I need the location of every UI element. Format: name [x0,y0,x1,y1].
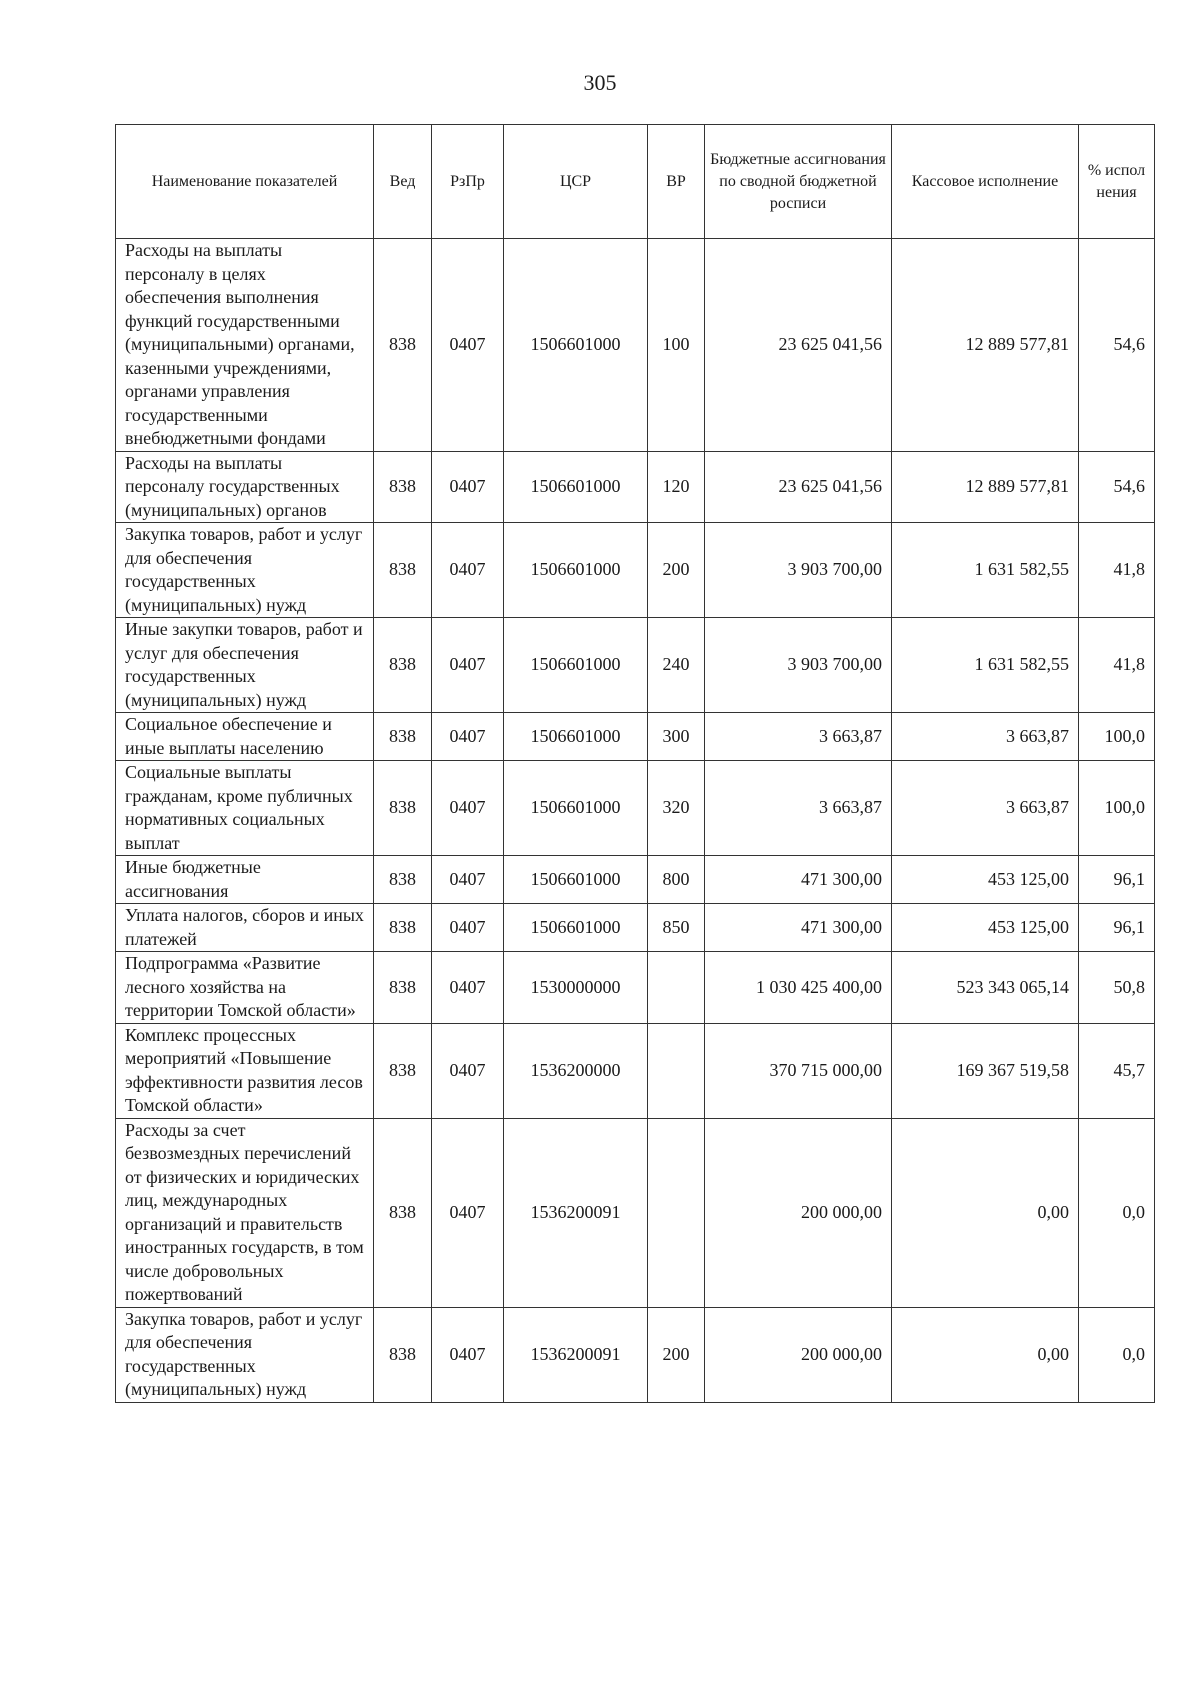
table-row [116,618,1155,713]
row-rzpr: 0407 [432,856,504,904]
header-vr: ВР [648,125,705,239]
row-rzpr: 0407 [432,451,504,523]
table-row [116,1023,1155,1118]
row-name: Закупка товаров, работ и услуг для обеспечения государственных (муниципальных) нужд [116,523,374,618]
row-ved: 838 [374,239,432,452]
row-planned: 200 000,00 [705,1307,892,1402]
row-planned: 23 625 041,56 [705,239,892,452]
row-percent: 0,0 [1079,1118,1155,1307]
row-name: Иные бюджетные ассигнования [116,856,374,904]
row-rzpr: 0407 [432,761,504,856]
table-row [116,952,1155,1024]
row-percent: 96,1 [1079,856,1155,904]
row-vr: 100 [648,239,705,452]
row-planned: 3 903 700,00 [705,618,892,713]
row-vr [648,1118,705,1307]
table-header-row [116,125,1155,239]
row-vr [648,952,705,1024]
table-row [116,761,1155,856]
row-planned: 471 300,00 [705,904,892,952]
table-row [116,904,1155,952]
row-name: Уплата налогов, сборов и иных платежей [116,904,374,952]
row-name: Социальное обеспечение и иные выплаты населению [116,713,374,761]
table-row [116,451,1155,523]
row-ved: 838 [374,1023,432,1118]
row-rzpr: 0407 [432,952,504,1024]
row-name: Социальные выплаты гражданам, кроме публичных нормативных социальных выплат [116,761,374,856]
header-executed: Кассовое исполнение [892,125,1079,239]
header-rzpr: РзПр [432,125,504,239]
row-executed: 0,00 [892,1307,1079,1402]
row-name: Расходы на выплаты персоналу государственных (муниципальных) органов [116,451,374,523]
row-percent: 41,8 [1079,523,1155,618]
row-csr: 1530000000 [504,952,648,1024]
row-percent: 41,8 [1079,618,1155,713]
row-planned: 1 030 425 400,00 [705,952,892,1024]
header-ved: Вед [374,125,432,239]
row-vr: 850 [648,904,705,952]
row-vr: 200 [648,1307,705,1402]
row-csr: 1506601000 [504,761,648,856]
row-vr: 300 [648,713,705,761]
table-row [116,523,1155,618]
row-rzpr: 0407 [432,239,504,452]
row-ved: 838 [374,451,432,523]
row-csr: 1506601000 [504,856,648,904]
row-executed: 523 343 065,14 [892,952,1079,1024]
row-rzpr: 0407 [432,1307,504,1402]
table-row [116,856,1155,904]
row-csr: 1506601000 [504,239,648,452]
row-percent: 50,8 [1079,952,1155,1024]
row-planned: 471 300,00 [705,856,892,904]
row-ved: 838 [374,904,432,952]
row-ved: 838 [374,1118,432,1307]
row-ved: 838 [374,523,432,618]
page-number: 305 [583,70,617,95]
row-executed: 169 367 519,58 [892,1023,1079,1118]
table-row [116,713,1155,761]
row-executed: 0,00 [892,1118,1079,1307]
row-ved: 838 [374,713,432,761]
row-rzpr: 0407 [432,618,504,713]
row-vr: 240 [648,618,705,713]
row-vr: 120 [648,451,705,523]
row-csr: 1506601000 [504,451,648,523]
row-percent: 0,0 [1079,1307,1155,1402]
row-percent: 96,1 [1079,904,1155,952]
header-name: Наименование показателей [116,125,374,239]
row-vr: 800 [648,856,705,904]
row-rzpr: 0407 [432,1118,504,1307]
row-name: Закупка товаров, работ и услуг для обеспечения государственных (муниципальных) нужд [116,1307,374,1402]
header-csr: ЦСР [504,125,648,239]
row-executed: 1 631 582,55 [892,618,1079,713]
row-csr: 1506601000 [504,523,648,618]
row-vr [648,1023,705,1118]
row-name: Расходы за счет безвозмездных перечислений от физических и юридических лиц, международных организаций и правительств иностранных государств, в том числе добровольных пожертвований [116,1118,374,1307]
row-percent: 45,7 [1079,1023,1155,1118]
table-row [116,239,1155,452]
row-planned: 200 000,00 [705,1118,892,1307]
row-planned: 3 663,87 [705,761,892,856]
row-name: Комплекс процессных мероприятий «Повышение эффективности развития лесов Томской области» [116,1023,374,1118]
row-planned: 370 715 000,00 [705,1023,892,1118]
budget-execution-table [115,124,1155,1403]
row-csr: 1536200091 [504,1118,648,1307]
row-csr: 1536200000 [504,1023,648,1118]
row-csr: 1506601000 [504,618,648,713]
row-csr: 1536200091 [504,1307,648,1402]
header-planned: Бюджетные ассигнования по сводной бюджетной росписи [705,125,892,239]
row-executed: 12 889 577,81 [892,239,1079,452]
row-rzpr: 0407 [432,713,504,761]
row-executed: 453 125,00 [892,904,1079,952]
row-executed: 12 889 577,81 [892,451,1079,523]
header-percent: % испол нения [1079,125,1155,239]
row-csr: 1506601000 [504,713,648,761]
row-ved: 838 [374,618,432,713]
row-percent: 54,6 [1079,451,1155,523]
row-vr: 200 [648,523,705,618]
row-executed: 453 125,00 [892,856,1079,904]
row-executed: 3 663,87 [892,761,1079,856]
row-vr: 320 [648,761,705,856]
row-percent: 54,6 [1079,239,1155,452]
row-planned: 23 625 041,56 [705,451,892,523]
row-csr: 1506601000 [504,904,648,952]
row-rzpr: 0407 [432,904,504,952]
row-planned: 3 903 700,00 [705,523,892,618]
row-planned: 3 663,87 [705,713,892,761]
row-name: Иные закупки товаров, работ и услуг для обеспечения государственных (муниципальных) нужд [116,618,374,713]
row-percent: 100,0 [1079,713,1155,761]
row-ved: 838 [374,1307,432,1402]
row-percent: 100,0 [1079,761,1155,856]
row-ved: 838 [374,952,432,1024]
row-name: Расходы на выплаты персоналу в целях обеспечения выполнения функций государственными (муниципальными) органами, казенными учреждениями, органами управления государственными внебюджетными фондами [116,239,374,452]
row-ved: 838 [374,761,432,856]
row-ved: 838 [374,856,432,904]
row-executed: 1 631 582,55 [892,523,1079,618]
row-rzpr: 0407 [432,1023,504,1118]
row-rzpr: 0407 [432,523,504,618]
table-row [116,1307,1155,1402]
table-row [116,1118,1155,1307]
row-name: Подпрограмма «Развитие лесного хозяйства на территории Томской области» [116,952,374,1024]
row-executed: 3 663,87 [892,713,1079,761]
